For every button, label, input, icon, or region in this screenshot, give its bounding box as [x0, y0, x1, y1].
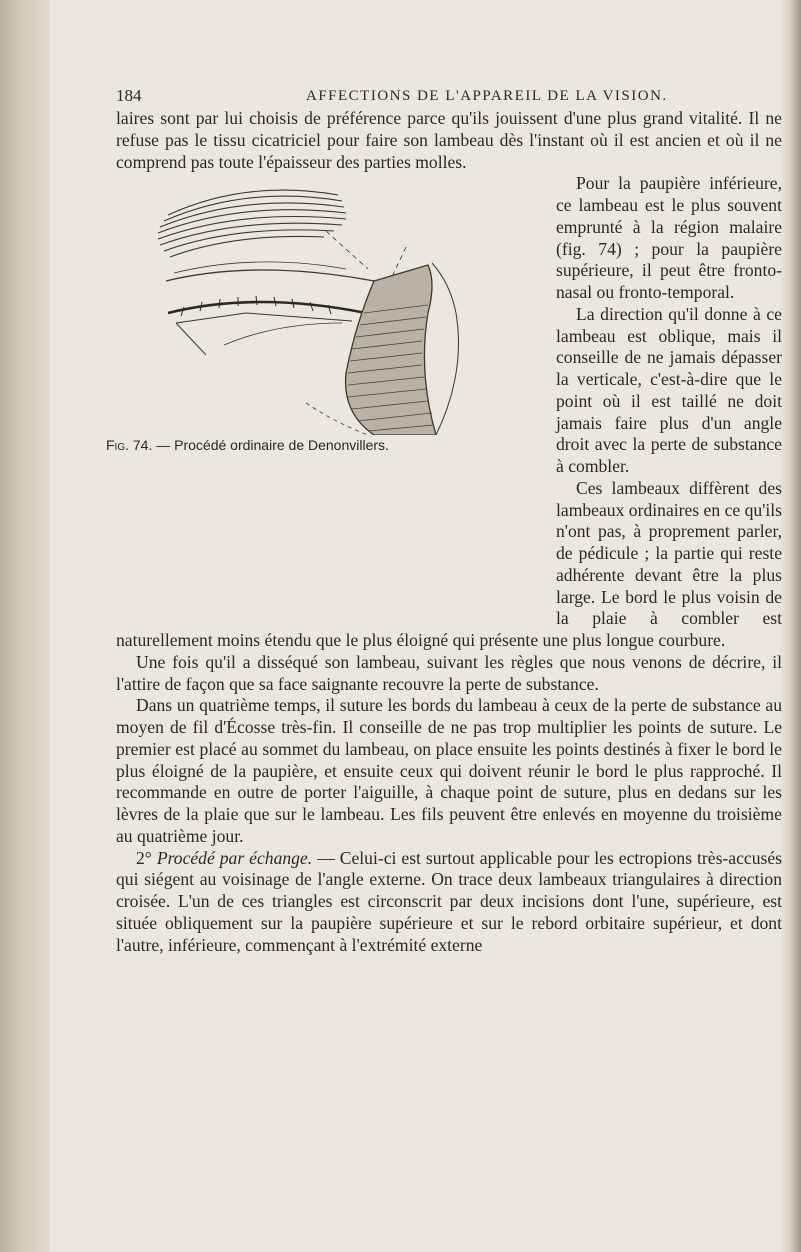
section-2-paragraph — [116, 848, 782, 957]
section-text: — Celui-ci est surtout applicable pour les ectropions très-accusés qui siégent au voisinage de l'angle externe. On trace deux lambeaux triangulaires à direction croisée. L'un de ces triangles est circonscrit par deux incisions dont l'une, supérieure, est située obliquement sur la paupière supérieure et sur le rebord orbitaire supérieur, et dont l'autre, inférieure, commençant à l'extrémité externe — [116, 847, 783, 955]
body-text — [106, 108, 783, 956]
paragraph-1: laires sont par lui choisis de préférence parce qu'ils jouissent d'une plus grand vitalité. Il ne refuse pas le tissu cicatriciel pour faire son lambeau dès l'instant où il est ancien et où il ne comprend pas toute l'épaisseur des parties molles. — [116, 108, 782, 172]
section-title: Procédé par échange. — [156, 847, 313, 868]
caption-number: Fig. 74. — [106, 437, 153, 454]
right-gutter — [779, 0, 801, 1252]
caption-text: — Procédé ordinaire de Denonvillers. — [156, 437, 389, 454]
left-gutter — [0, 0, 50, 1252]
eyelid-flap-illustration-icon — [106, 173, 546, 435]
page-number: 184 — [116, 86, 142, 105]
figure-74 — [106, 173, 546, 623]
running-head — [116, 86, 756, 110]
running-title: AFFECTIONS DE L'APPAREIL DE LA VISION. — [306, 88, 668, 104]
paragraph-4: Ces lambeaux diffèrent des lambeaux ordinaires en ce qu'ils n'ont pas, à proprement parler, de pédicule ; la partie qui reste adhérente devant être la plus large. Le bord le plus voisin de la plaie à combler est naturellement moins étendu que le plus éloigné qui présente une plus longue courbure. — [116, 477, 782, 650]
figure-caption — [106, 435, 546, 457]
paragraph-5: Une fois qu'il a disséqué son lambeau, suivant les règles que nous venons de décrire, il l'attire de façon que sa face saignante recouvre la perte de substance. — [116, 651, 782, 694]
book-page — [50, 0, 783, 1252]
paragraph-3: La direction qu'il donne à ce lambeau est oblique, mais il conseille de ne jamais dépasser la verticale, c'est-à-dire que le point où il est taillé ne doit jamais faire plus d'un angle droit avec la perte de substance à combler. — [556, 303, 782, 476]
paragraph-2: Pour la paupière inférieure, ce lambeau est le plus souvent emprunté à la région malaire (fig. 74) ; pour la paupière supérieure, il peut être fronto-nasal ou fronto-temporal. — [556, 173, 782, 302]
section-number: 2° — [136, 847, 152, 868]
paragraph-6: Dans un quatrième temps, il suture les bords du lambeau à ceux de la perte de substance au moyen de fil d'Écosse très-fin. Il conseille de ne pas trop multiplier les points de suture. Le premier est placé au sommet du lambeau, on place ensuite les points destinés à fixer le bord le plus éloigné de la paupière, et ensuite ceux qui doivent réunir le bord le plus rapproché. Il recommande en outre de porter l'aiguille, à chaque point de suture, plus en dedans sur les lèvres de la plaie que sur le lambeau. Les fils peuvent être enlevés en moyenne du troisième au quatrième jour. — [116, 695, 782, 846]
